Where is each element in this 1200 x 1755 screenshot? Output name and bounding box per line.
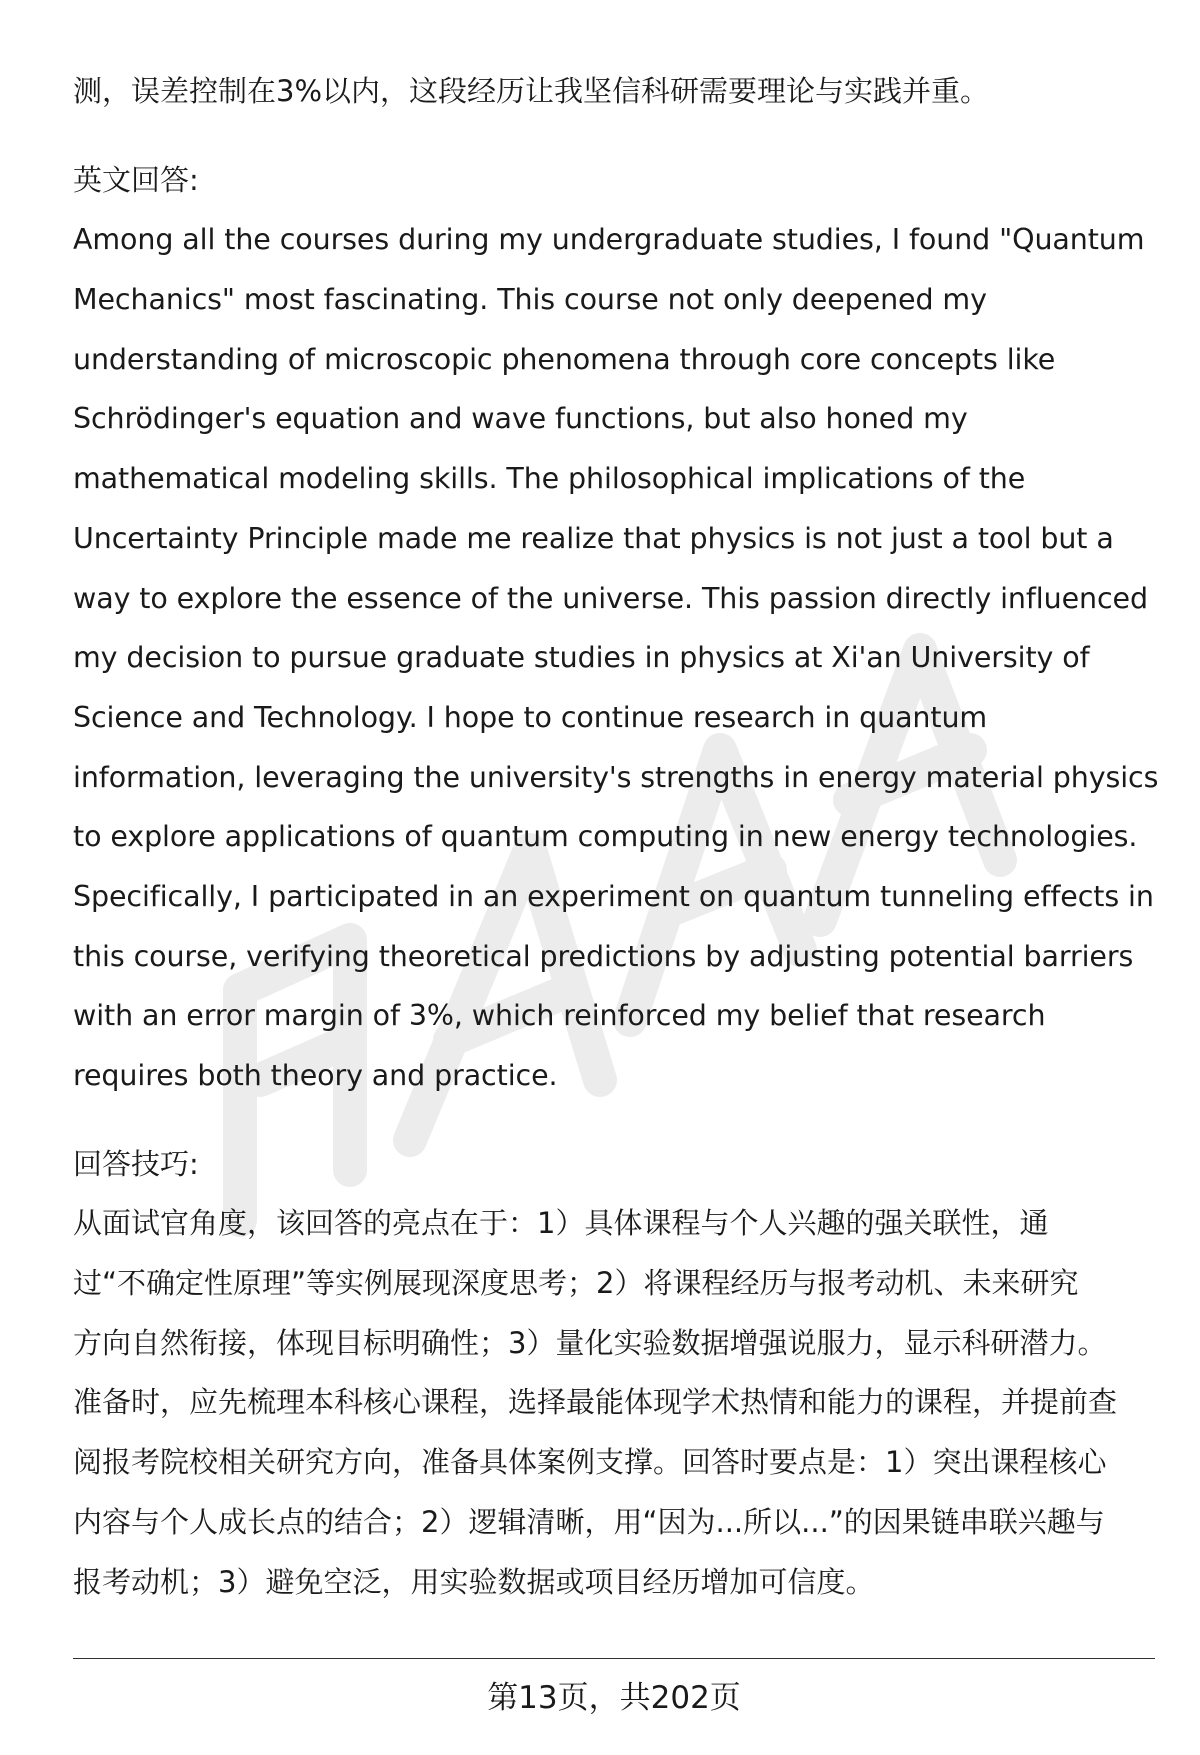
english-line: Uncertainty Principle made me realize that physics is not just a tool but a [73,521,1114,555]
tips-line: 过“不确定性原理”等实例展现深度思考；2）将课程经历与报考动机、未来研究 [73,1266,1079,1301]
english-line: Science and Technology. I hope to continue research in quantum [73,700,988,734]
english-line: Specifically, I participated in an experiment on quantum tunneling effects in [73,879,1154,913]
tips-line: 方向自然衔接，体现目标明确性；3）量化实验数据增强说服力，显示科研潜力。 [73,1325,1107,1360]
english-line: to explore applications of quantum computing in new energy technologies. [73,820,1138,854]
english-line: my decision to pursue graduate studies in physics at Xi'an University of [73,641,1090,675]
english-line: way to explore the essence of the universe. This passion directly influenced [73,581,1148,615]
english-line: this course, verifying theoretical predictions by adjusting potential barriers [73,939,1134,973]
english-line: information, leveraging the university's strengths in energy material physics [73,760,1159,794]
english-line: mathematical modeling skills. The philosophical implications of the [73,462,1026,496]
english-line: Mechanics" most fascinating. This course not only deepened my [73,283,987,317]
english-line: understanding of microscopic phenomena through core concepts like [73,342,1056,376]
tips-line: 报考动机；3）避免空泛，用实验数据或项目经历增加可信度。 [73,1564,875,1599]
english-line: with an error margin of 3%, which reinforced my belief that research [73,999,1046,1033]
footer-divider [73,1658,1155,1659]
english-line: Among all the courses during my undergraduate studies, I found "Quantum [73,223,1145,257]
page-number: 第13页，共202页 [487,1680,741,1716]
answer-tips-section [73,1135,1163,1613]
english-answer-heading: 英文回答: [73,162,199,197]
answer-tips-heading: 回答技巧: [73,1146,199,1181]
intro-section [73,62,1163,122]
english-line: Schrödinger's equation and wave functions, but also honed my [73,402,968,436]
tips-line: 准备时，应先梳理本科核心课程，选择最能体现学术热情和能力的课程，并提前查 [73,1385,1118,1420]
document-body [73,62,1163,1612]
tips-line: 从面试官角度，该回答的亮点在于：1）具体课程与个人兴趣的强关联性，通 [73,1206,1049,1241]
english-line: requires both theory and practice. [73,1059,558,1092]
intro-line: 测，误差控制在3%以内，这段经历让我坚信科研需要理论与实践并重。 [73,74,990,108]
tips-line: 内容与个人成长点的结合；2）逻辑清晰，用“因为...所以...”的因果链串联兴趣与 [73,1504,1105,1539]
english-answer-section [73,151,1163,1106]
tips-line: 阅报考院校相关研究方向，准备具体案例支撑。回答时要点是：1）突出课程核心 [73,1445,1107,1480]
